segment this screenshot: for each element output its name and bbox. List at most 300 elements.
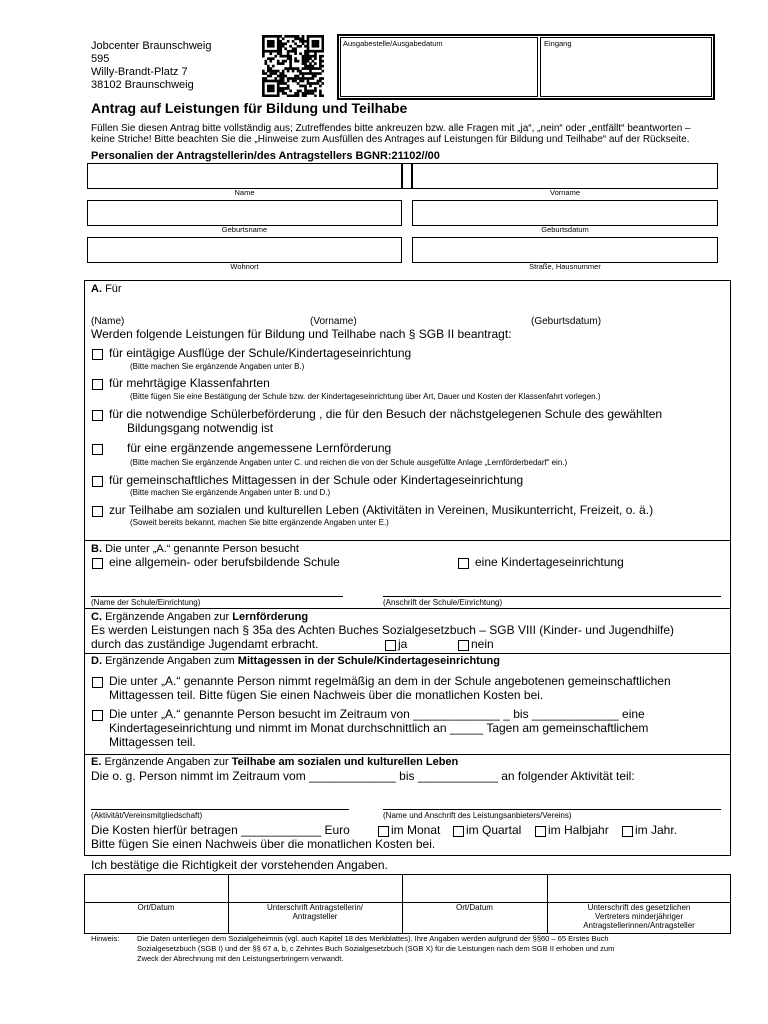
section-e-title: Ergänzende Angaben zur bbox=[104, 756, 232, 768]
qr-module bbox=[279, 80, 282, 83]
qr-module bbox=[312, 82, 315, 85]
qr-module bbox=[307, 52, 310, 55]
qr-module bbox=[294, 35, 297, 38]
qr-module bbox=[267, 85, 270, 88]
qr-module bbox=[262, 52, 265, 55]
eingang-label: Eingang bbox=[544, 39, 572, 48]
qr-module bbox=[297, 75, 300, 78]
qr-module bbox=[277, 60, 280, 63]
checkbox-quartal[interactable] bbox=[453, 826, 464, 837]
qr-module bbox=[282, 87, 285, 90]
qr-module bbox=[312, 55, 315, 58]
hinweis-line-2: Sozialgesetzbuch (SGB I) und der §§ 67 a, b, c Zehntes Buch Sozialgesetzbuch (SGB X) für die Leistungen nach dem SGB II erhoben und zum bbox=[137, 944, 615, 953]
geburtsname-label: Geburtsname bbox=[221, 225, 268, 234]
qr-module bbox=[302, 67, 305, 70]
qr-module bbox=[304, 65, 307, 68]
qr-module bbox=[307, 82, 310, 85]
qr-module bbox=[312, 42, 315, 45]
qr-module bbox=[314, 40, 317, 43]
qr-module bbox=[274, 70, 277, 73]
qr-module bbox=[262, 72, 265, 75]
qr-module bbox=[287, 55, 290, 58]
qr-module bbox=[294, 57, 297, 60]
qr-module bbox=[312, 90, 315, 93]
qr-module bbox=[299, 45, 302, 48]
qr-module bbox=[289, 62, 292, 65]
qr-module bbox=[307, 37, 310, 40]
item-ausfluege-label: für eintägige Ausflüge der Schule/Kindertageseinrichtung bbox=[109, 346, 412, 360]
sig-col-ort-datum-2: Ort/Datum bbox=[456, 903, 493, 912]
qr-module bbox=[277, 47, 280, 50]
qr-module bbox=[309, 62, 312, 65]
checkbox-d-kita[interactable] bbox=[92, 710, 103, 721]
qr-module bbox=[279, 40, 282, 43]
qr-module bbox=[317, 35, 320, 38]
qr-module bbox=[262, 50, 265, 53]
qr-module bbox=[284, 55, 287, 58]
qr-module bbox=[274, 55, 277, 58]
qr-module bbox=[279, 55, 282, 58]
section-a-title: Für bbox=[105, 283, 122, 295]
qr-module bbox=[322, 77, 324, 80]
intro-line-1: Füllen Sie diesen Antrag bitte vollständig aus; Zutreffendes bitte ankreuzen bzw. alle Fragen mit „ja“, „nein“ oder „entfällt“ beantworten – bbox=[91, 123, 691, 134]
name-input[interactable] bbox=[87, 163, 402, 189]
qr-module bbox=[269, 60, 272, 63]
qr-module bbox=[262, 40, 265, 43]
qr-module bbox=[322, 65, 324, 68]
checkbox-jahr[interactable] bbox=[622, 826, 633, 837]
section-d-letter: D. bbox=[91, 655, 102, 667]
qr-module bbox=[299, 52, 302, 55]
qr-module bbox=[279, 72, 282, 75]
qr-module bbox=[297, 67, 300, 70]
qr-module bbox=[314, 45, 317, 48]
qr-module bbox=[279, 50, 282, 53]
qr-module bbox=[279, 45, 282, 48]
qr-module bbox=[267, 40, 270, 43]
qr-module bbox=[314, 72, 317, 75]
divider-de bbox=[84, 754, 731, 755]
qr-module bbox=[304, 85, 307, 88]
c-nein-label: nein bbox=[471, 637, 494, 651]
qr-module bbox=[287, 77, 290, 80]
qr-module bbox=[267, 57, 270, 60]
vorname-input[interactable] bbox=[412, 163, 718, 189]
qr-module bbox=[272, 70, 275, 73]
qr-module bbox=[292, 77, 295, 80]
qr-module bbox=[269, 52, 272, 55]
qr-module bbox=[277, 90, 280, 93]
address-line-2: 595 bbox=[91, 53, 110, 65]
qr-module bbox=[307, 90, 310, 93]
qr-module bbox=[319, 85, 322, 88]
d-item1-line1: Die unter „A.“ genannte Person nimmt regelmäßig an dem in der Schule angebotenen gemeinschaftlichen bbox=[109, 674, 671, 688]
qr-module bbox=[282, 60, 285, 63]
c-line-1: Es werden Leistungen nach § 35a des Achten Buches Sozialgesetzbuch – SGB VIII (Kinder- und Jugendhilfe) bbox=[91, 623, 675, 637]
qr-module bbox=[264, 77, 267, 80]
qr-module bbox=[287, 35, 290, 38]
qr-module bbox=[277, 92, 280, 95]
qr-module bbox=[287, 67, 290, 70]
section-e-title-bold: Teilhabe am sozialen und kulturellen Leben bbox=[231, 756, 459, 768]
qr-module bbox=[272, 50, 275, 53]
qr-module bbox=[297, 92, 300, 95]
qr-module bbox=[294, 95, 297, 97]
qr-module bbox=[282, 72, 285, 75]
qr-module bbox=[294, 50, 297, 53]
qr-module bbox=[304, 92, 307, 95]
qr-module bbox=[307, 77, 310, 80]
checkbox-klassenfahrten[interactable] bbox=[92, 379, 103, 390]
qr-module bbox=[322, 35, 324, 38]
qr-module bbox=[297, 77, 300, 80]
qr-module bbox=[292, 35, 295, 38]
qr-module bbox=[277, 50, 280, 53]
qr-module bbox=[274, 77, 277, 80]
qr-module bbox=[277, 45, 280, 48]
qr-module bbox=[272, 80, 275, 83]
qr-module bbox=[274, 80, 277, 83]
item-schuelerbefoerderung-label: für die notwendige Schülerbeförderung , die für den Besuch der nächstgelegenen Schule des gewählten bbox=[109, 407, 663, 421]
qr-module bbox=[314, 67, 317, 70]
qr-module bbox=[307, 35, 310, 38]
qr-module bbox=[282, 92, 285, 95]
qr-module bbox=[262, 92, 265, 95]
checkbox-mittagessen[interactable] bbox=[92, 476, 103, 487]
qr-module bbox=[299, 85, 302, 88]
qr-module bbox=[287, 87, 290, 90]
qr-module bbox=[314, 82, 317, 85]
qr-module bbox=[274, 72, 277, 75]
qr-module bbox=[267, 45, 270, 48]
qr-module bbox=[294, 37, 297, 40]
qr-module bbox=[319, 77, 322, 80]
qr-module bbox=[262, 70, 265, 73]
qr-module bbox=[304, 87, 307, 90]
qr-module bbox=[267, 70, 270, 73]
qr-module bbox=[274, 35, 277, 38]
qr-module bbox=[289, 50, 292, 53]
qr-module bbox=[312, 45, 315, 48]
qr-module bbox=[322, 70, 324, 73]
qr-module bbox=[299, 70, 302, 73]
qr-module bbox=[287, 85, 290, 88]
qr-module bbox=[317, 42, 320, 45]
b-name-line[interactable] bbox=[91, 596, 343, 597]
qr-module bbox=[292, 95, 295, 97]
unterschrift-vertreter-input[interactable] bbox=[548, 875, 730, 901]
qr-module bbox=[282, 75, 285, 78]
section-a-letter: A. bbox=[91, 283, 102, 295]
qr-module bbox=[292, 70, 295, 73]
checkbox-c-ja[interactable] bbox=[385, 640, 396, 651]
qr-module bbox=[314, 90, 317, 93]
qr-module bbox=[284, 92, 287, 95]
qr-module bbox=[279, 62, 282, 65]
item-mittagessen-label: für gemeinschaftliches Mittagessen in der Schule oder Kindertageseinrichtung bbox=[109, 473, 524, 487]
qr-module bbox=[284, 67, 287, 70]
qr-module bbox=[304, 45, 307, 48]
qr-module bbox=[299, 80, 302, 83]
qr-module bbox=[317, 67, 320, 70]
qr-module bbox=[314, 52, 317, 55]
qr-module bbox=[262, 87, 265, 90]
checkbox-schule[interactable] bbox=[92, 558, 103, 569]
b-anschrift-line[interactable] bbox=[383, 596, 721, 597]
qr-module bbox=[304, 60, 307, 63]
qr-module bbox=[262, 45, 265, 48]
qr-module bbox=[277, 62, 280, 65]
qr-module bbox=[304, 62, 307, 65]
qr-module bbox=[319, 95, 322, 97]
qr-module bbox=[317, 45, 320, 48]
b-opt-schule: eine allgemein- oder berufsbildende Schule bbox=[109, 555, 340, 569]
section-d-heading bbox=[91, 655, 500, 668]
qr-module bbox=[284, 60, 287, 63]
qr-module bbox=[312, 75, 315, 78]
qr-module bbox=[269, 70, 272, 73]
qr-module bbox=[277, 35, 280, 38]
qr-module bbox=[302, 95, 305, 97]
sig-col-unterschrift-vertreter: Unterschrift des gesetzlichen Vertreters minderjähriger Antragstellerinnen/Antragsteller bbox=[583, 903, 695, 931]
qr-module bbox=[287, 70, 290, 73]
checkbox-halbjahr[interactable] bbox=[535, 826, 546, 837]
checkbox-teilhabe[interactable] bbox=[92, 506, 103, 517]
b-anschrift-label: (Anschrift der Schule/Einrichtung) bbox=[383, 598, 503, 607]
qr-module bbox=[289, 55, 292, 58]
qr-module bbox=[269, 45, 272, 48]
qr-module bbox=[314, 55, 317, 58]
item-klassenfahrten-note: (Bitte fügen Sie eine Bestätigung der Schule bzw. der Kindertageseinrichtung über Art, Dauer und Kosten der Klassenfahrt vorlegen.) bbox=[130, 392, 601, 401]
item-lernfoerderung-label: für eine ergänzende angemessene Lernförderung bbox=[127, 441, 392, 455]
qr-module bbox=[304, 67, 307, 70]
item-mittagessen-note: (Bitte machen Sie ergänzende Angaben unter B. und D.) bbox=[130, 488, 331, 497]
qr-module bbox=[289, 35, 292, 38]
qr-module bbox=[307, 40, 310, 43]
qr-module bbox=[262, 95, 265, 97]
d-item1-line2: Mittagessen teil. Bitte fügen Sie einen Nachweis über die monatlichen Kosten bei. bbox=[109, 688, 544, 702]
qr-module bbox=[272, 95, 275, 97]
e-anbieter-label: (Name und Anschrift des Leistungsanbieters/Vereins) bbox=[383, 811, 572, 820]
section-a-heading bbox=[91, 283, 122, 296]
qr-module bbox=[279, 47, 282, 50]
section-e-letter: E. bbox=[91, 756, 102, 768]
qr-module bbox=[322, 55, 324, 58]
section-c-heading bbox=[91, 611, 308, 624]
divider-ab bbox=[84, 540, 731, 541]
e-quartal-label: im Quartal bbox=[466, 823, 522, 837]
qr-module bbox=[289, 67, 292, 70]
qr-module bbox=[287, 95, 290, 97]
qr-module bbox=[307, 72, 310, 75]
qr-module bbox=[272, 90, 275, 93]
qr-module bbox=[269, 67, 272, 70]
qr-module bbox=[292, 47, 295, 50]
qr-module bbox=[322, 42, 324, 45]
qr-module bbox=[319, 72, 322, 75]
divider-cd bbox=[84, 653, 731, 654]
qr-module bbox=[297, 90, 300, 93]
qr-module bbox=[294, 67, 297, 70]
qr-module bbox=[269, 90, 272, 93]
d-item2-line2: Kindertageseinrichtung und nimmt im Monat durchschnittlich an _____ Tagen am gemeinschaftlichem bbox=[109, 721, 649, 735]
ort-datum-2-input[interactable] bbox=[403, 875, 546, 901]
qr-module bbox=[289, 57, 292, 60]
qr-code bbox=[262, 35, 324, 97]
qr-module bbox=[279, 87, 282, 90]
qr-module bbox=[302, 62, 305, 65]
qr-module bbox=[312, 60, 315, 63]
qr-module bbox=[287, 57, 290, 60]
qr-module bbox=[297, 35, 300, 38]
qr-module bbox=[297, 60, 300, 63]
qr-module bbox=[312, 40, 315, 43]
checkbox-monat[interactable] bbox=[378, 826, 389, 837]
qr-module bbox=[307, 92, 310, 95]
qr-module bbox=[267, 67, 270, 70]
a-name-label: (Name) bbox=[91, 316, 125, 327]
qr-module bbox=[304, 77, 307, 80]
qr-module bbox=[304, 57, 307, 60]
qr-module bbox=[304, 90, 307, 93]
qr-module bbox=[277, 80, 280, 83]
qr-module bbox=[299, 77, 302, 80]
qr-module bbox=[322, 60, 324, 63]
qr-module bbox=[307, 60, 310, 63]
qr-module bbox=[294, 75, 297, 78]
qr-module bbox=[302, 55, 305, 58]
qr-module bbox=[294, 77, 297, 80]
checkbox-ausfluege[interactable] bbox=[92, 349, 103, 360]
qr-module bbox=[302, 77, 305, 80]
strasse-input[interactable] bbox=[412, 237, 718, 263]
unterschrift-antragsteller-input[interactable] bbox=[229, 875, 401, 901]
qr-module bbox=[292, 40, 295, 43]
qr-module bbox=[264, 95, 267, 97]
item-lernfoerderung-note: (Bitte machen Sie ergänzende Angaben unter C. und reichen die von der Schule ausgefüllte Anlage „Lernförderbedarf“ ein.) bbox=[130, 458, 568, 467]
qr-module bbox=[277, 95, 280, 97]
a-geburtsdatum-label: (Geburtsdatum) bbox=[531, 316, 602, 327]
qr-module bbox=[289, 60, 292, 63]
qr-module bbox=[314, 62, 317, 65]
ort-datum-1-input[interactable] bbox=[85, 875, 227, 901]
checkbox-schuelerbefoerderung[interactable] bbox=[92, 410, 103, 421]
qr-module bbox=[297, 37, 300, 40]
qr-module bbox=[289, 65, 292, 68]
qr-module bbox=[262, 37, 265, 40]
qr-module bbox=[264, 72, 267, 75]
qr-module bbox=[309, 85, 312, 88]
qr-module bbox=[264, 50, 267, 53]
section-c-letter: C. bbox=[91, 611, 102, 623]
qr-module bbox=[307, 50, 310, 53]
intro-line-2: keine Striche! Bitte beachten Sie die „Hinweise zum Ausfüllen des Antrages auf Leistungen für Bildung und Teilhabe“ auf der Rückseite. bbox=[91, 134, 690, 145]
checkbox-lernfoerderung[interactable] bbox=[92, 444, 103, 455]
qr-module bbox=[304, 40, 307, 43]
checkbox-c-nein[interactable] bbox=[458, 640, 469, 651]
qr-module bbox=[302, 75, 305, 78]
section-d-title-bold: Mittagessen in der Schule/Kindertageseinrichtung bbox=[237, 655, 500, 667]
e-aktivitaet-label: (Aktivität/Vereinsmitgliedschaft) bbox=[91, 811, 203, 820]
qr-module bbox=[262, 82, 265, 85]
qr-module bbox=[262, 80, 265, 83]
qr-module bbox=[269, 40, 272, 43]
section-d-title: Ergänzende Angaben zum bbox=[105, 655, 238, 667]
c-line-2: durch das zuständige Jugendamt erbracht. bbox=[91, 637, 319, 651]
qr-module bbox=[267, 35, 270, 38]
qr-module bbox=[319, 80, 322, 83]
wohnort-label: Wohnort bbox=[230, 262, 259, 271]
qr-module bbox=[309, 35, 312, 38]
qr-module bbox=[277, 87, 280, 90]
qr-module bbox=[272, 35, 275, 38]
e-anbieter-line[interactable] bbox=[383, 809, 721, 810]
qr-module bbox=[302, 37, 305, 40]
qr-module bbox=[314, 57, 317, 60]
qr-module bbox=[272, 42, 275, 45]
qr-module bbox=[322, 37, 324, 40]
qr-module bbox=[269, 72, 272, 75]
qr-module bbox=[317, 82, 320, 85]
wohnort-input[interactable] bbox=[87, 237, 402, 263]
qr-module bbox=[269, 50, 272, 53]
qr-module bbox=[294, 80, 297, 83]
vorname-label: Vorname bbox=[549, 188, 581, 197]
d-item2-line1: Die unter „A.“ genannte Person besucht im Zeitraum von _____________ _ bis _____________ eine bbox=[109, 707, 645, 721]
section-b-title: Die unter „A.“ genannte Person besucht bbox=[105, 543, 299, 555]
qr-module bbox=[282, 80, 285, 83]
qr-module bbox=[277, 52, 280, 55]
qr-module bbox=[262, 90, 265, 93]
qr-module bbox=[299, 72, 302, 75]
qr-module bbox=[294, 47, 297, 50]
qr-module bbox=[322, 50, 324, 53]
qr-module bbox=[307, 45, 310, 48]
qr-module bbox=[317, 50, 320, 53]
qr-module bbox=[284, 42, 287, 45]
qr-module bbox=[309, 57, 312, 60]
e-aktivitaet-line[interactable] bbox=[91, 809, 349, 810]
qr-module bbox=[277, 40, 280, 43]
geburtsname-input[interactable] bbox=[87, 200, 402, 226]
qr-module bbox=[279, 77, 282, 80]
qr-module bbox=[282, 42, 285, 45]
qr-module bbox=[307, 80, 310, 83]
qr-module bbox=[274, 50, 277, 53]
geburtsdatum-input[interactable] bbox=[412, 200, 718, 226]
qr-module bbox=[279, 35, 282, 38]
qr-module bbox=[262, 35, 265, 38]
checkbox-kita[interactable] bbox=[458, 558, 469, 569]
qr-module bbox=[287, 40, 290, 43]
qr-module bbox=[262, 77, 265, 80]
qr-module bbox=[277, 70, 280, 73]
c-ja-label: ja bbox=[398, 637, 408, 651]
qr-module bbox=[309, 92, 312, 95]
checkbox-d-schule[interactable] bbox=[92, 677, 103, 688]
qr-module bbox=[314, 35, 317, 38]
qr-module bbox=[307, 42, 310, 45]
qr-module bbox=[287, 80, 290, 83]
field-divider bbox=[402, 163, 412, 189]
a-vorname-label: (Vorname) bbox=[310, 316, 357, 327]
qr-module bbox=[284, 35, 287, 38]
qr-module bbox=[274, 95, 277, 97]
qr-module bbox=[294, 42, 297, 45]
qr-module bbox=[307, 65, 310, 68]
item-klassenfahrten-label: für mehrtägige Klassenfahrten bbox=[109, 376, 270, 390]
qr-module bbox=[319, 90, 322, 93]
